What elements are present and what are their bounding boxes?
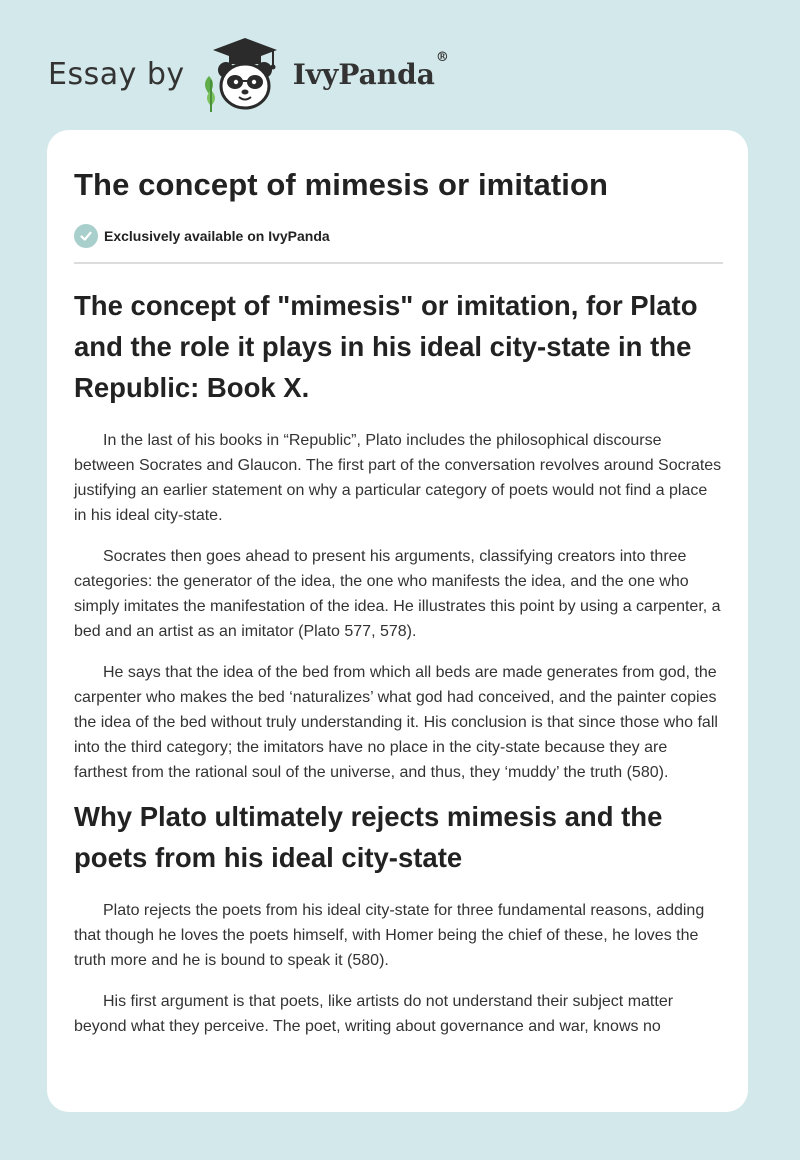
paragraph: He says that the idea of the bed from which all beds are made generates from god, the carpenter who makes the bed ‘naturalizes’ what god had conceived, and the painter copies the idea of the bed without truly understanding it. His conclusion is that since those who fall into the third category; the imitators have no place in the city-state because they are farthest from the rational soul of the universe, and thus, they ‘muddy’ the truth (580). <box>74 664 718 781</box>
paragraph: His first argument is that poets, like artists do not understand their subject matter beyond what they perceive. The poet, writing about governance and war, knows no <box>74 993 674 1035</box>
section-heading: Why Plato ultimately rejects mimesis and the poets from his ideal city-state <box>74 801 663 873</box>
paragraph: Plato rejects the poets from his ideal city-state for three fundamental reasons, adding that though he loves the poets himself, with Homer being the chief of these, he loves the truth more and he is bound to speak it (580). <box>74 902 705 969</box>
essay-by-label: Essay by <box>48 56 185 92</box>
section-heading: The concept of "mimesis" or imitation, for Plato and the role it plays in his ideal city-state in the Republic: Book X. <box>74 290 698 403</box>
page-title: The concept of mimesis or imitation <box>74 167 609 202</box>
brand-name[interactable]: IvyPanda® <box>292 50 449 91</box>
paragraph: In the last of his books in “Republic”, Plato includes the philosophical discourse between Socrates and Glaucon. The first part of the conversation revolves around Socrates justifying an earlier statement on why a particular category of poets would not find a place in his ideal city-state. <box>74 432 722 524</box>
badge-text: Exclusively available on IvyPanda <box>104 228 330 244</box>
site-header <box>48 34 449 114</box>
exclusive-badge <box>74 224 723 248</box>
panda-logo-icon[interactable] <box>199 34 289 114</box>
article-card <box>47 130 748 1112</box>
divider <box>74 262 723 264</box>
registered-mark: ® <box>435 50 449 66</box>
paragraph: Socrates then goes ahead to present his arguments, classifying creators into three categories: the generator of the idea, the one who manifests the idea, and the one who simply imitates the manifestation of the idea. He illustrates this point by using a carpenter, a bed and an artist as an imitator (Plato 577, 578). <box>74 548 721 640</box>
check-icon <box>74 224 98 248</box>
